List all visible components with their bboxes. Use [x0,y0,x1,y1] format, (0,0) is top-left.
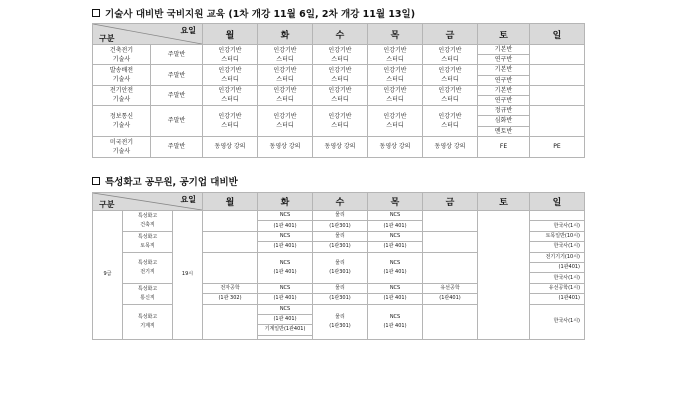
schedule-cell: 인강기반 스터디 [203,45,258,65]
sat-cell: 연구반 [478,95,530,105]
schedule-cell: 인강기반 스터디 [258,45,313,65]
sun-cell: 한국사(1시) [530,242,585,252]
sun-cell [530,106,585,137]
mon-cell [203,231,258,252]
section1-title-text: 기술사 대비반 국비지원 교육 (1차 개강 11월 6일, 2차 개강 11월 13일) [105,9,416,20]
day-header: 목 [368,193,423,211]
schedule-cell: 동영상 강의 [423,136,478,157]
sat-cell: FE [478,136,530,157]
day-header: 화 [258,193,313,211]
mon-cell [203,211,258,232]
square-bullet-icon [92,9,100,17]
section2-title [92,174,238,188]
table-row [93,45,585,55]
day-header: 토 [478,193,530,211]
course-type: 주말반 [151,136,203,157]
day-header: 수 [313,24,368,45]
sat-cell: 정규반 [478,106,530,116]
course-type: 주말반 [151,45,203,65]
day-header: 금 [423,24,478,45]
schedule-cell: (1관301) [313,294,368,304]
fri-cell [423,211,478,232]
schedule-cell: 인강기반 스터디 [423,65,478,85]
course-type: 주말반 [151,106,203,137]
schedule-cell: 동영상 강의 [313,136,368,157]
course-name: 미국전기 기술사 [93,136,151,157]
schedule-cell: 인강기반 스터디 [423,45,478,65]
gubun-label: 구분 [99,200,115,209]
schedule-cell: 인강기반 스터디 [368,85,423,105]
schedule-cell: (1관 401) [258,242,313,252]
schedule-cell: 인강기반 스터디 [313,65,368,85]
schedule-cell: NCS (1관 401) [368,252,423,283]
square-bullet-icon [92,177,100,185]
table-row [93,211,585,221]
course-name: 특성화고 기계직 [123,304,173,339]
schedule-cell: 인강기반 스터디 [203,106,258,137]
schedule-cell: 인강기반 스터디 [313,85,368,105]
sat-cell: 연구반 [478,75,530,85]
gubun-label: 구분 [99,34,115,43]
sat-cell [478,211,530,340]
sat-cell: 심화반 [478,116,530,126]
schedule-cell: NCS [258,283,313,293]
day-header: 일 [530,24,585,45]
course-name: 건축전기 기술사 [93,45,151,65]
course-name: 특성화고 통신직 [123,283,173,304]
yoil-label: 요일 [180,26,196,35]
schedule-cell: 인강기반 스터디 [313,106,368,137]
schedule-cell: 인강기반 스터디 [368,65,423,85]
schedule-cell: 인강기반 스터디 [203,85,258,105]
spacer-cell [258,335,313,339]
schedule-cell: 물리 (1관301) [313,304,368,339]
schedule-cell: (1관 401) [258,221,313,231]
table-row [93,65,585,75]
yoil-label: 요일 [180,195,197,204]
course-name: 전기안전 기술사 [93,85,151,105]
fri-cell: 유선공학 [423,283,478,293]
course-name: 정보통신 기술사 [93,106,151,137]
schedule-cell: 동영상 강의 [258,136,313,157]
sun-cell: PE [530,136,585,157]
schedule-cell: (1관301) [313,221,368,231]
day-header: 토 [478,24,530,45]
schedule-cell: 인강기반 스터디 [258,106,313,137]
sat-cell: 연구반 [478,55,530,65]
fri-cell: (1관401) [423,294,478,304]
day-header: 화 [258,24,313,45]
schedule-cell: 인강기반 스터디 [258,85,313,105]
section1-title [92,6,415,20]
mon-cell: (1관 302) [203,294,258,304]
course-name: 특성화고 토목직 [123,231,173,252]
sun-cell: (1관401) [530,294,585,304]
sun-cell: 전기기기(10시) [530,252,585,262]
schedule-cell: NCS [368,283,423,293]
mon-cell [203,304,258,339]
course-type: 주말반 [151,65,203,85]
schedule-cell: (1관301) [313,242,368,252]
sun-cell: 토목일반(10시) [530,231,585,241]
sat-cell: 멘토반 [478,126,530,136]
mon-cell: 전자공학 [203,283,258,293]
schedule-cell: 기계일반(1관401) [258,325,313,335]
day-header: 월 [203,24,258,45]
schedule-cell: 인강기반 스터디 [368,45,423,65]
sat-cell: 기본반 [478,65,530,75]
schedule-cell: 인강기반 스터디 [423,106,478,137]
fri-cell [423,304,478,339]
fri-cell [423,252,478,283]
schedule-cell: NCS [368,211,423,221]
sun-cell: 한국사(1시) [530,221,585,231]
schedule-cell: 동영상 강의 [203,136,258,157]
schedule-cell: 물리 (1관301) [313,252,368,283]
schedule-cell: 인강기반 스터디 [258,65,313,85]
table-corner-header [93,193,203,211]
schedule-cell: 인강기반 스터디 [203,65,258,85]
schedule-cell: (1관 401) [368,242,423,252]
day-header: 목 [368,24,423,45]
fri-cell [423,231,478,252]
section2-title-text: 특성화고 공무원, 공기업 대비반 [105,177,238,188]
day-header: 금 [423,193,478,211]
sat-cell: 기본반 [478,85,530,95]
schedule-cell: 물리 [313,283,368,293]
sat-cell: 기본반 [478,45,530,55]
day-header: 일 [530,193,585,211]
sun-cell [530,85,585,105]
day-header: 수 [313,193,368,211]
course-schedule-table [92,23,585,158]
schedule-cell: NCS (1관 401) [368,304,423,339]
civil-service-schedule-table [92,192,585,340]
schedule-cell: 동영상 강의 [368,136,423,157]
schedule-cell: (1관 401) [258,294,313,304]
schedule-cell: NCS [258,211,313,221]
sun-cell [530,65,585,85]
grade-cell: 9급 [93,211,123,340]
course-name: 특성화고 건축직 [123,211,173,232]
day-header: 월 [203,193,258,211]
schedule-cell: (1관 401) [258,314,313,324]
table-row [93,106,585,116]
course-name: 발송배전 기술사 [93,65,151,85]
sun-cell [530,211,585,221]
sun-cell: 유선공학(1시) [530,283,585,293]
schedule-cell: (1관 401) [368,221,423,231]
mon-cell [203,252,258,283]
schedule-cell: NCS [258,304,313,314]
sun-cell: 한국사(1시) [530,273,585,283]
schedule-cell: 인강기반 스터디 [313,45,368,65]
schedule-cell: NCS [368,231,423,241]
course-name: 특성화고 전기직 [123,252,173,283]
time-cell: 19시 [173,211,203,340]
table-row [93,85,585,95]
schedule-cell: NCS [258,231,313,241]
sun-cell [530,45,585,65]
schedule-cell: 물리 [313,211,368,221]
schedule-cell: (1관 401) [368,294,423,304]
schedule-cell: NCS (1관 401) [258,252,313,283]
schedule-cell: 물리 [313,231,368,241]
sun-cell: (1관401) [530,262,585,272]
schedule-cell: 인강기반 스터디 [368,106,423,137]
course-type: 주말반 [151,85,203,105]
sun-cell: 한국사(1시) [530,304,585,339]
schedule-cell: 인강기반 스터디 [423,85,478,105]
table-corner-header [93,24,203,45]
